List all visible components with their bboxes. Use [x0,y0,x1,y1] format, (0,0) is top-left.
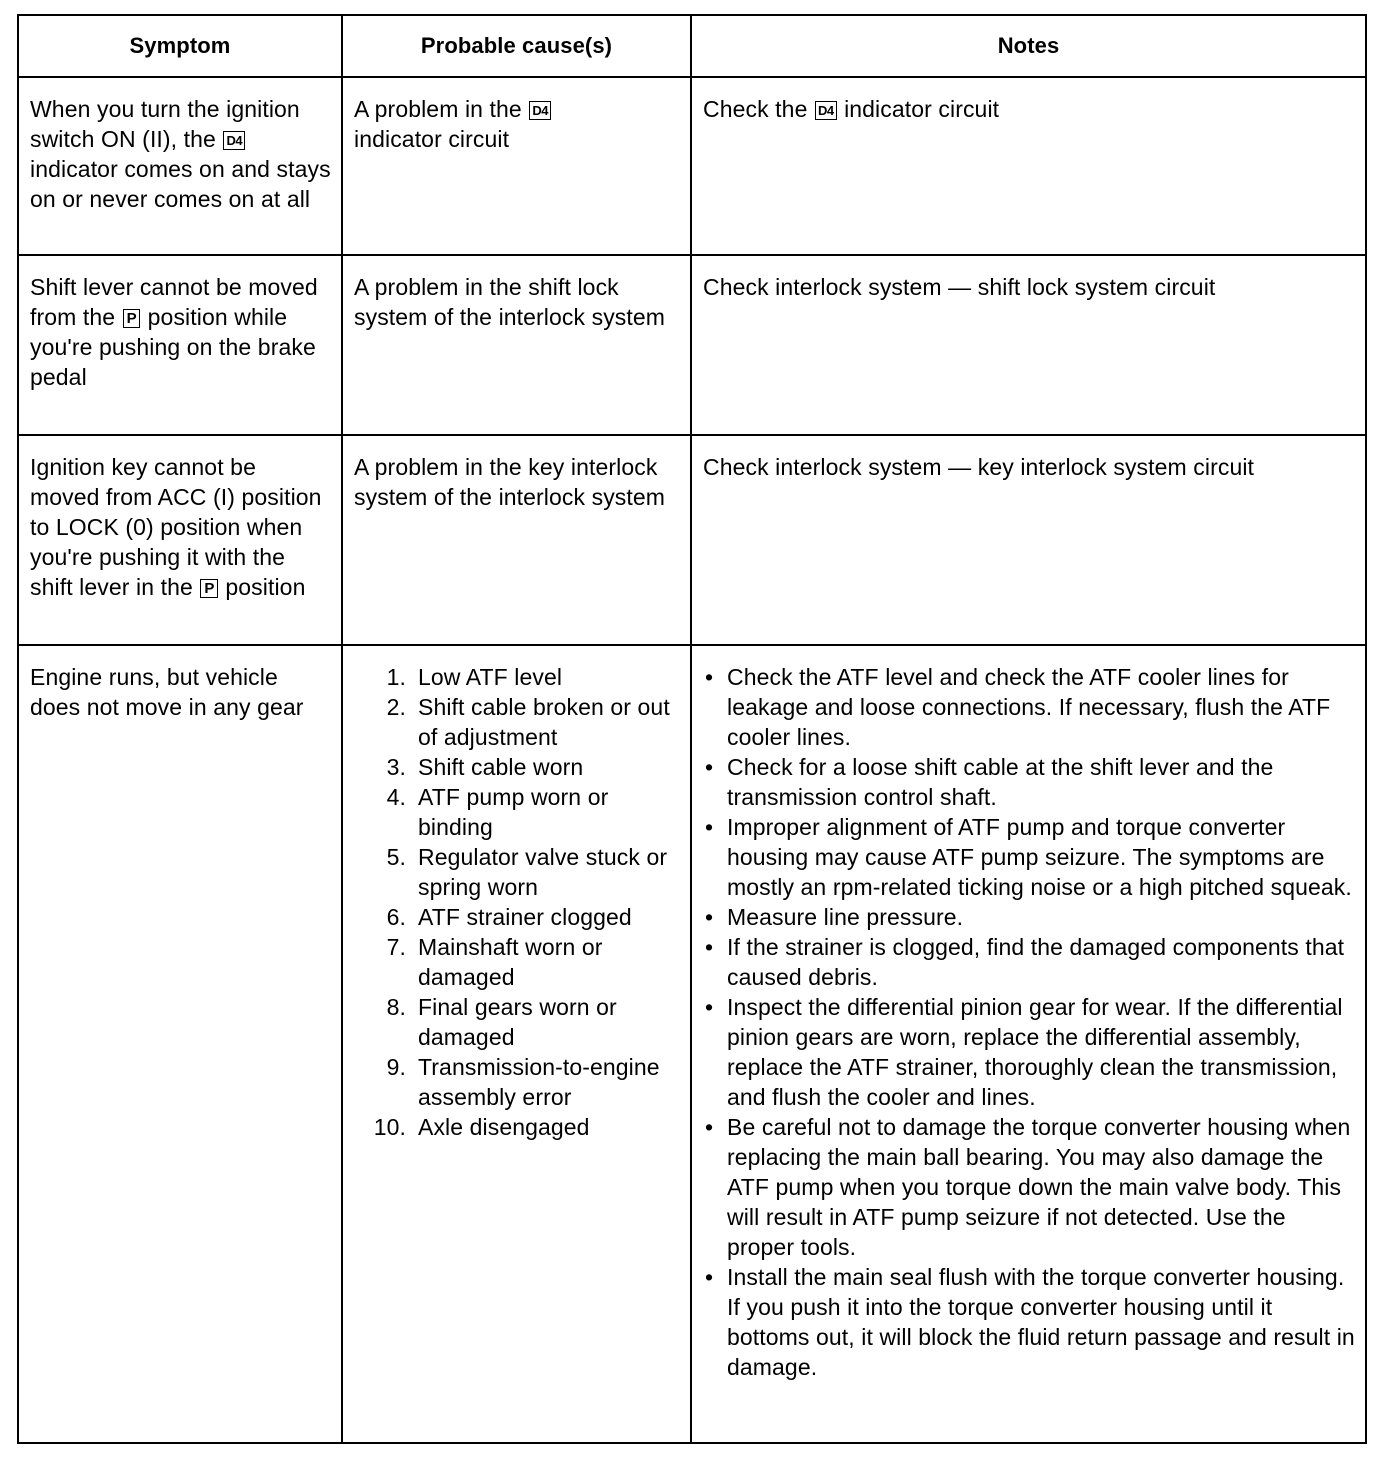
list-item: • Improper alignment of ATF pump and torque converter housing may cause ATF pump seizure. The symptoms are mostly an rpm-related ticking noise or a high pitched squeak. [705,814,1352,900]
list-item: 1. Low ATF level [386,664,563,690]
header-notes: Notes [691,15,1366,77]
notes-list [703,662,1355,1382]
bullet-icon: • [705,664,714,690]
symptom-cell: Shift lever cannot be moved from the P position while you're pushing on the brake pedal [18,255,342,435]
list-item: 3. Shift cable worn [386,754,584,780]
notes-cell: Check interlock system — key interlock system circuit [691,435,1366,645]
list-item: • Inspect the differential pinion gear for wear. If the differential pinion gears are worn, replace the differential assembly, replace the ATF strainer, thoroughly clean the transmission, and flush the cooler and lines. [705,994,1343,1110]
bullet-icon: • [705,904,714,930]
header-symptom: Symptom [18,15,342,77]
list-item: 10. Axle disengaged [373,1114,590,1140]
symptom-cell: When you turn the ignition switch ON (II), the D4 indicator comes on and stays on or never comes on at all [18,77,342,255]
list-item: • Be careful not to damage the torque converter housing when replacing the main ball bearing. You may also damage the ATF pump when you torque down the main valve body. This will result in ATF pump seizure if not detected. Use the proper tools. [705,1114,1351,1260]
cause-cell [342,645,691,1443]
table-row [18,435,1366,645]
header-row [18,15,1366,77]
bullet-icon: • [705,934,714,960]
list-item: • Measure line pressure. [705,904,964,930]
troubleshooting-table [17,14,1367,1444]
d4-indicator-icon: D4 [223,131,245,150]
bullet-icon: • [705,1114,714,1140]
notes-cell: Check interlock system — shift lock system circuit [691,255,1366,435]
notes-cell: Check the D4 indicator circuit [691,77,1366,255]
list-item: 9. Transmission-to-engine assembly error [386,1054,660,1110]
symptom-cell: Engine runs, but vehicle does not move in any gear [18,645,342,1443]
table-row [18,255,1366,435]
list-item: 5. Regulator valve stuck or spring worn [386,844,668,900]
park-position-icon: P [123,309,141,328]
cause-cell: A problem in the D4 indicator circuit [342,77,691,255]
list-item: • Install the main seal flush with the torque converter housing. If you push it into the torque converter housing until it bottoms out, it will block the fluid return passage and result in damage. [705,1264,1355,1380]
park-position-icon: P [200,579,218,598]
bullet-icon: • [705,994,714,1020]
list-item: 8. Final gears worn or damaged [386,994,617,1050]
d4-indicator-icon: D4 [529,101,551,120]
list-item: 2. Shift cable broken or out of adjustment [386,694,670,750]
symptom-cell: Ignition key cannot be moved from ACC (I) position to LOCK (0) position when you're pushing it with the shift lever in the P position [18,435,342,645]
list-item: 4. ATF pump worn or binding [386,784,609,840]
cause-cell: A problem in the shift lock system of the interlock system [342,255,691,435]
bullet-icon: • [705,754,714,780]
list-item: 6. ATF strainer clogged [386,904,632,930]
list-item: 7. Mainshaft worn or damaged [386,934,603,990]
bullet-icon: • [705,814,714,840]
table-row [18,645,1366,1443]
list-item: • Check the ATF level and check the ATF cooler lines for leakage and loose connections. If necessary, flush the ATF cooler lines. [705,664,1331,750]
table-row [18,77,1366,255]
probable-cause-list [354,662,680,1142]
list-item: • Check for a loose shift cable at the shift lever and the transmission control shaft. [705,754,1274,810]
cause-cell: A problem in the key interlock system of the interlock system [342,435,691,645]
header-probable-cause: Probable cause(s) [342,15,691,77]
bullet-icon: • [705,1264,714,1290]
list-item: • If the strainer is clogged, find the damaged components that caused debris. [705,934,1345,990]
notes-cell [691,645,1366,1443]
d4-indicator-icon: D4 [815,101,837,120]
